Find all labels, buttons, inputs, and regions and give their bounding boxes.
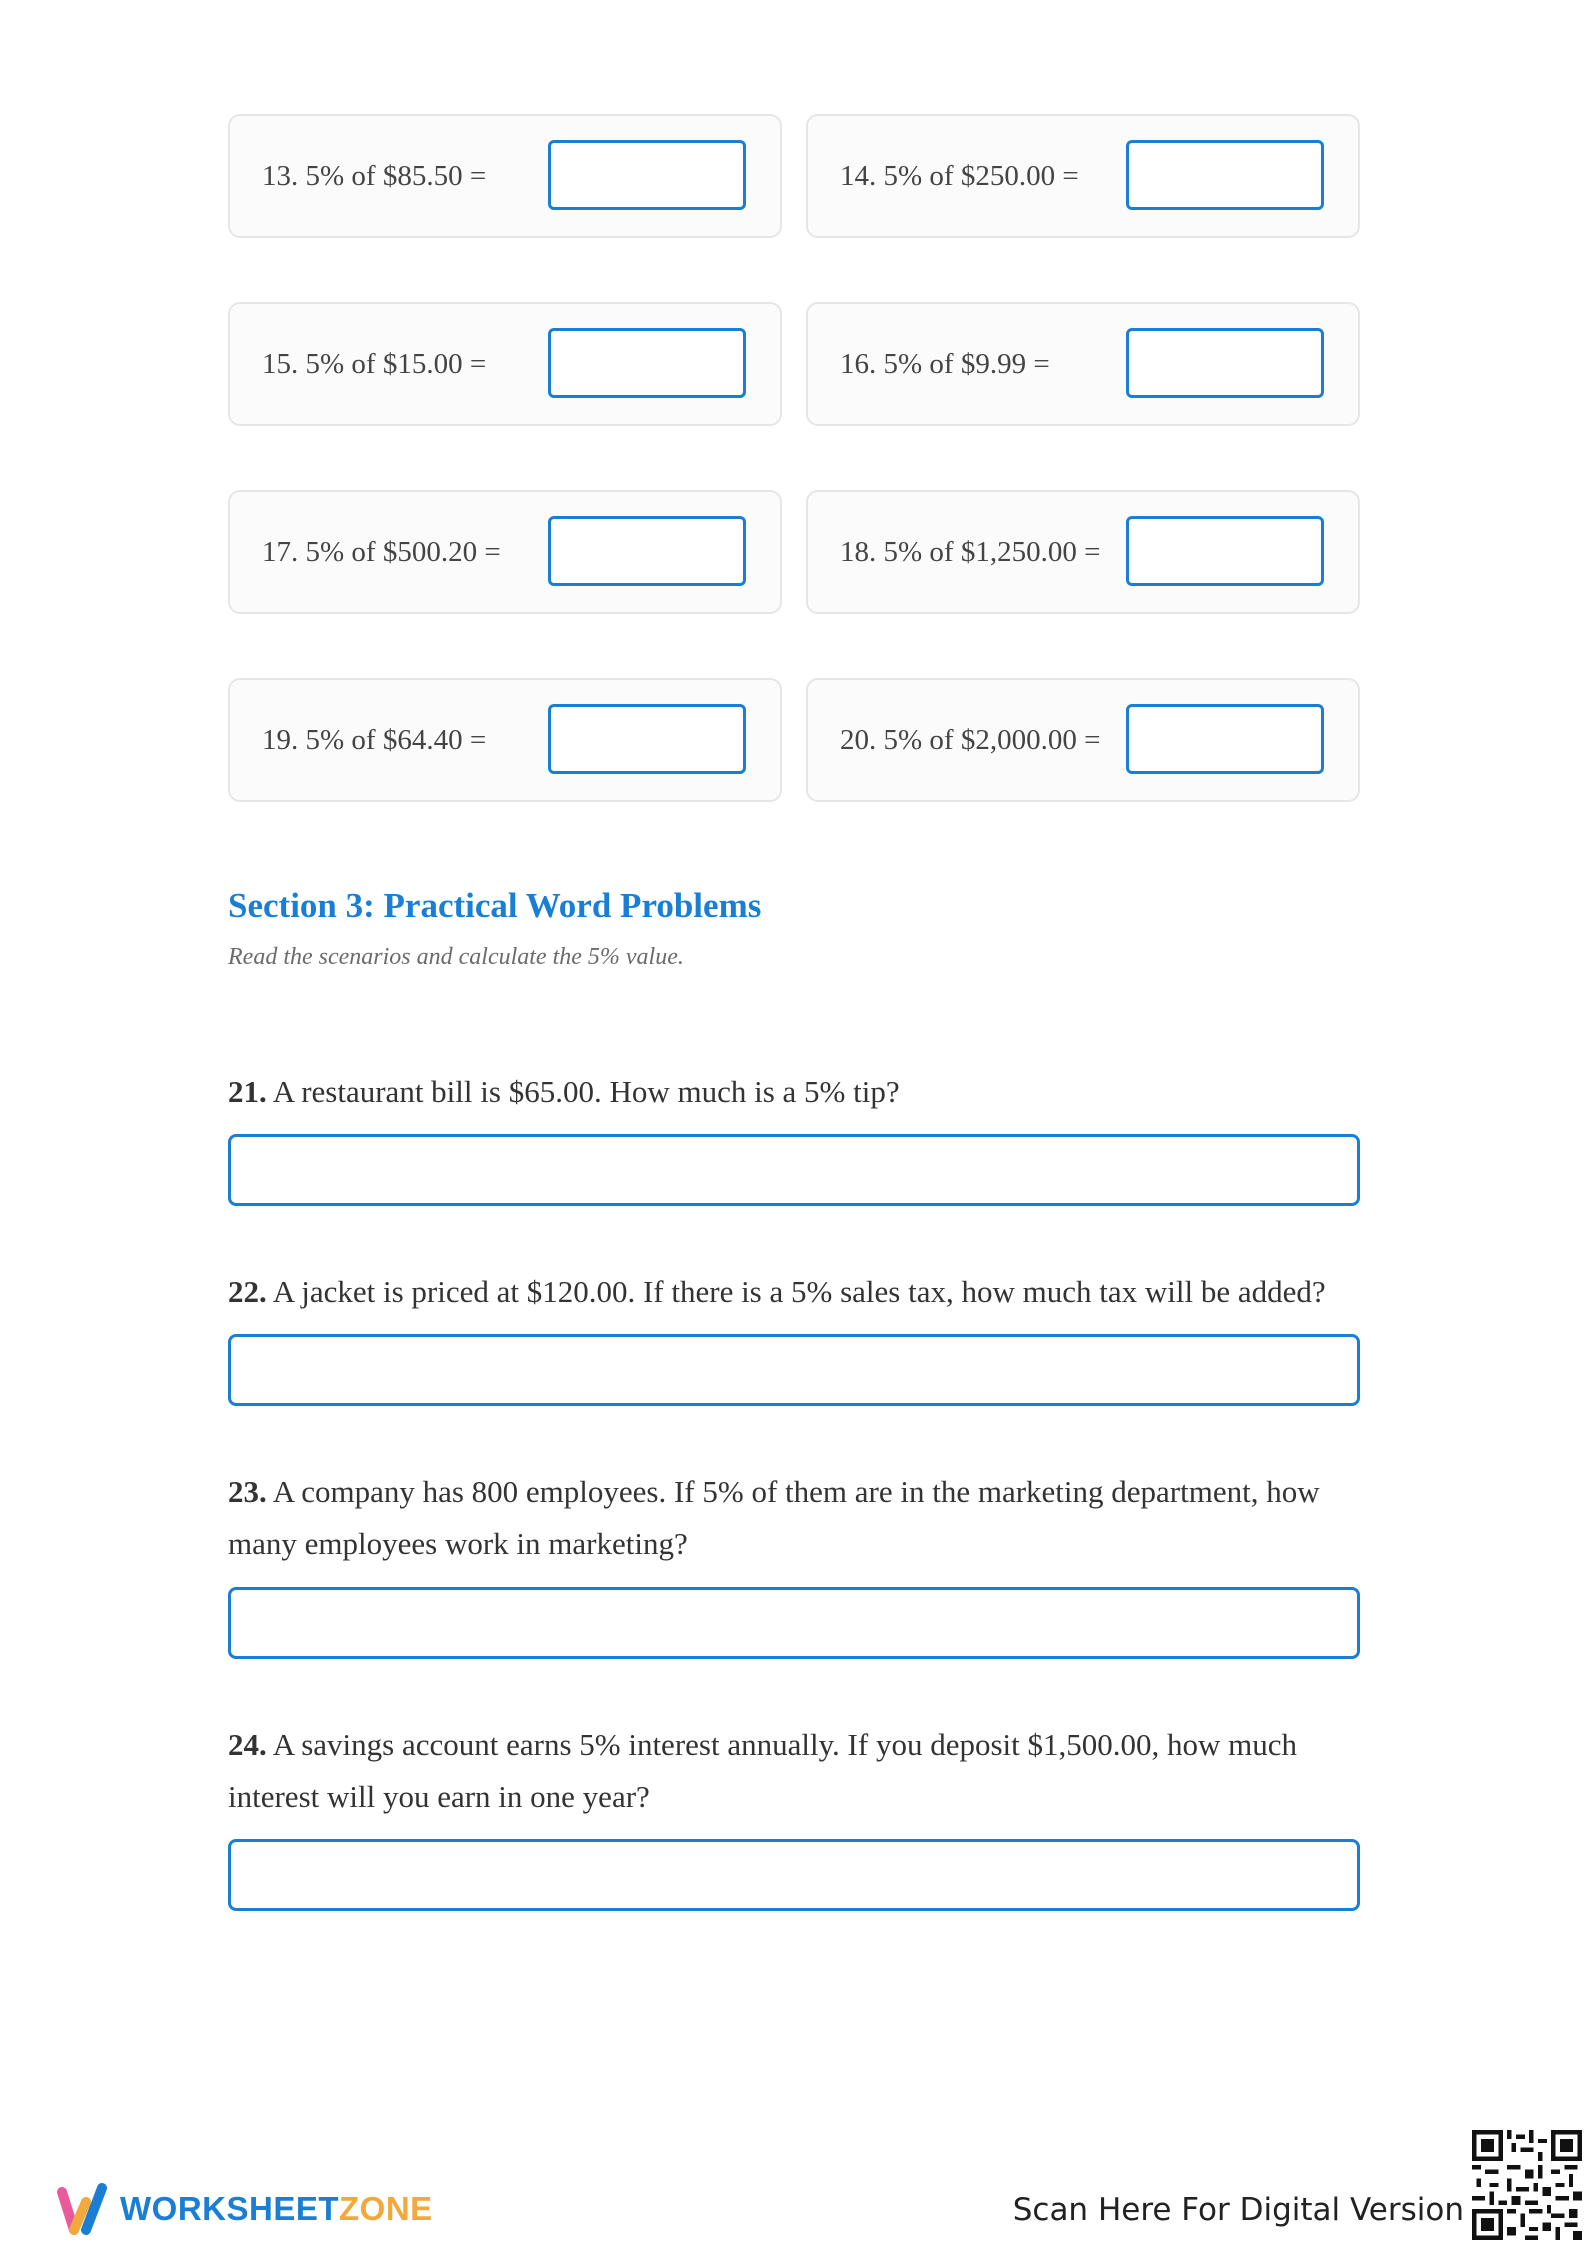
logo-word-worksheet: WORKSHEET	[120, 2190, 339, 2227]
scan-caption: Scan Here For Digital Version	[1012, 2192, 1464, 2228]
computation-grid	[228, 114, 1360, 802]
answer-box[interactable]	[1126, 704, 1324, 774]
problem-text: 15. 5% of $15.00 =	[262, 347, 487, 380]
problem-card	[228, 678, 782, 802]
worksheetzone-logo	[56, 2180, 433, 2238]
problem-card	[806, 302, 1360, 426]
problem-text: A savings account earns 5% interest annually. If you deposit $1,500.00, how much interest will you earn in one year?	[228, 1727, 1298, 1814]
worksheetzone-logo-icon	[56, 2180, 108, 2238]
problem-text: 13. 5% of $85.50 =	[262, 159, 487, 192]
logo-wordmark	[120, 2190, 433, 2228]
answer-field[interactable]	[228, 1134, 1360, 1206]
problem-text: 20. 5% of $2,000.00 =	[840, 723, 1101, 756]
problem-text: 17. 5% of $500.20 =	[262, 535, 501, 568]
problem-card	[806, 114, 1360, 238]
problem-card	[228, 114, 782, 238]
qr-code-icon[interactable]	[1472, 2130, 1582, 2240]
logo-word-zone: ZONE	[339, 2190, 433, 2227]
answer-field[interactable]	[228, 1587, 1360, 1659]
word-problem	[228, 1466, 1364, 1570]
problem-number: 22.	[228, 1274, 267, 1309]
problem-card	[806, 678, 1360, 802]
answer-field[interactable]	[228, 1839, 1360, 1911]
answer-box[interactable]	[548, 704, 746, 774]
answer-field[interactable]	[228, 1334, 1360, 1406]
answer-box[interactable]	[1126, 516, 1324, 586]
section-title: Section 3: Practical Word Problems	[228, 886, 762, 925]
problem-text: 19. 5% of $64.40 =	[262, 723, 487, 756]
answer-box[interactable]	[1126, 140, 1324, 210]
answer-box[interactable]	[1126, 328, 1324, 398]
answer-box[interactable]	[548, 140, 746, 210]
answer-box[interactable]	[548, 516, 746, 586]
problem-card	[228, 302, 782, 426]
problem-text: 18. 5% of $1,250.00 =	[840, 535, 1101, 568]
word-problem	[228, 1266, 1364, 1318]
problem-card	[228, 490, 782, 614]
problem-number: 23.	[228, 1474, 267, 1509]
problem-text: 14. 5% of $250.00 =	[840, 159, 1079, 192]
problem-text: 16. 5% of $9.99 =	[840, 347, 1050, 380]
section-subtitle: Read the scenarios and calculate the 5% value.	[228, 944, 684, 970]
problem-card	[806, 490, 1360, 614]
problem-text: A company has 800 employees. If 5% of them are in the marketing department, how many employees work in marketing?	[228, 1474, 1320, 1561]
problem-number: 21.	[228, 1074, 267, 1109]
word-problem	[228, 1066, 1364, 1118]
problem-text: A jacket is priced at $120.00. If there is a 5% sales tax, how much tax will be added?	[266, 1274, 1326, 1309]
problem-number: 24.	[228, 1727, 267, 1762]
problem-text: A restaurant bill is $65.00. How much is a 5% tip?	[266, 1074, 900, 1109]
word-problem	[228, 1719, 1364, 1823]
answer-box[interactable]	[548, 328, 746, 398]
